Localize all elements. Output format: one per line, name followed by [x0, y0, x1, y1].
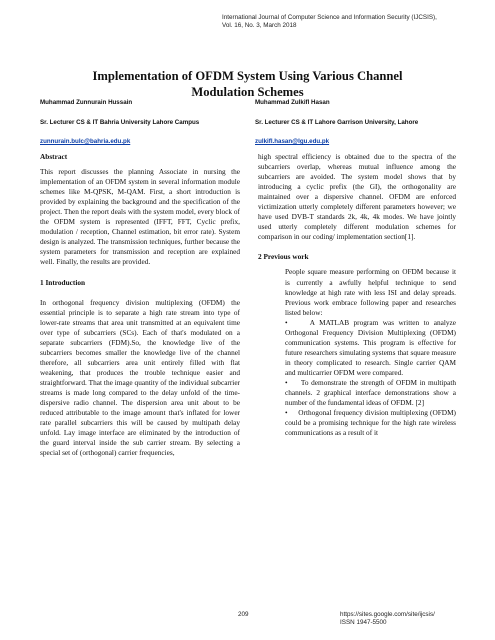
author-1-name: Muhammad Zunnurain Hussain — [40, 99, 133, 106]
list-item-text: Orthogonal frequency division multiplexing (OFDM) could be a promising technique for the high rate wireless communications as a result of it — [285, 408, 456, 438]
list-item — [285, 378, 456, 408]
list-item — [285, 318, 456, 378]
journal-name: International Journal of Computer Science and Information Security (IJCSIS), — [222, 14, 437, 21]
bullet-symbol: • — [285, 377, 288, 387]
author-2-email[interactable]: zulkifl.hasan@lgu.edu.pk — [255, 138, 330, 145]
footer-issn: ISSN 1947-5500 — [340, 619, 387, 626]
introduction-text: In orthogonal frequency division multiplexing (OFDM) the essential principle is to separate a high rate stream into type of lower-rate streams that area unit transmitted at an equivalent time over type of subcarriers (SCs). Each of that's modulated on a separate subcarriers (FDM).So, the knowledge live of the subcarriers becomes smaller the knowledge live of the channel therefore, all subcarriers area unit entirely filled with flat weakening, that produces the trouble technique easier and straightforward. That the image quantity of the individual subcarrier streams is made long compared to the delay unfold of the time-dispersive radio channel. The dispersion area unit about to be reduced attributable to the image amount that's inflated for lower rate parallel subcarriers this will be caused by multipath delay unfold. Lay image interface are eliminated by the introduction of the guard interval inside the sub carrier stream. By selecting a special set of (orthogonal) carrier frequencies, — [40, 297, 240, 458]
abstract-heading: Abstract — [40, 152, 68, 161]
list-item-text: A MATLAB program was written to analyze Orthogonal Frequency Division Multiplexing (OFDM) communication systems. This program is effective for future researchers simulating systems that square measure in theory complicated to research. Single carrier QAM and multicarrier OFDM were compared. — [285, 317, 456, 377]
left-column — [40, 152, 240, 458]
list-item-text: To demonstrate the strength of OFDM in multipath channels. 2 graphical interface demonstrations show a number of the fundamental ideas of OFDM. [2] — [285, 377, 456, 408]
abstract-text: This report discusses the planning Associate in nursing the implementation of an OFDM system in several information module schemes like M-QPSK, M-QAM. First, a short introduction is provided by explaining the background and the specification of the project. Then the report deals with the system model, every block of the OFDM system is represented (IFFT, FFT, Cyclic prefix, modulation / reception, Channel estimation, bit error rate). System design is analyzed. The transmission techniques, further because the system parameters for transmission and reception are explained well. Finally, the results are provided. — [40, 167, 240, 267]
title-line-1: Implementation of OFDM System Using Various Channel — [92, 69, 403, 83]
bullet-symbol: • — [285, 408, 288, 418]
previous-work-heading: 2 Previous work — [258, 252, 309, 262]
journal-volume: Vol. 16, No. 3, March 2018 — [222, 22, 297, 29]
title-line-2: Modulation Schemes — [191, 84, 304, 99]
bullet-symbol: • — [285, 317, 288, 327]
journal-header — [222, 14, 487, 30]
author-1-email[interactable]: zunnurain.bulc@bahria.edu.pk — [40, 138, 131, 145]
author-1-affiliation: Sr. Lecturer CS & IT Bahria University Lahore Campus — [40, 119, 200, 126]
author-2-name: Muhammad Zulkifl Hasan — [255, 99, 330, 106]
page-number: 209 — [238, 611, 249, 618]
previous-work-intro: People square measure performing on OFDM because it is currently a awfully helpful technique to send knowledge at high rate with less ISI and delay spreads. Previous work embrace following paper and researches listed below: — [285, 267, 456, 317]
author-2-affiliation: Sr. Lecturer CS & IT Lahore Garrison University, Lahore — [255, 119, 419, 126]
list-item — [285, 408, 456, 438]
paper-title — [40, 69, 455, 100]
right-column — [258, 152, 456, 438]
previous-work-body — [285, 267, 456, 438]
introduction-continued: high spectral efficiency is obtained due to the spectra of the subcarriers overlap, whereas mutual influence among the subcarriers are avoided. The system model shows that by introducing a cyclic prefix (the GI), the orthogonality are maintained over a dispersive channel. OFDM are enforced victimization utterly completely different parameters however; we have used DVB-T standards 2k, 4k, 4k modes. We have jointly used utterly completely different modulation schemes for comparison in our coding/ implementation section[1]. — [258, 152, 456, 242]
introduction-heading: 1 Introduction — [40, 277, 86, 287]
footer-url[interactable]: https://sites.google.com/site/ijcsis/ — [340, 611, 435, 618]
